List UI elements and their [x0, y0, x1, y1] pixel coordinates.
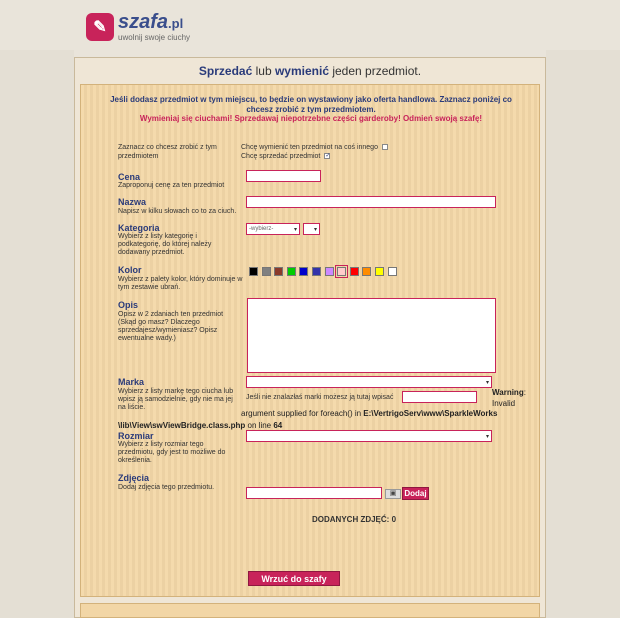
- sell-option-label: Chcę sprzedać przedmiot: [241, 153, 321, 160]
- color-swatch[interactable]: [388, 267, 397, 276]
- photos-label: Zdjęcia: [118, 473, 150, 483]
- photo-file-input[interactable]: [246, 487, 382, 499]
- color-swatch[interactable]: [375, 267, 384, 276]
- php-warning-invalid: Invalid: [492, 399, 516, 408]
- color-swatch[interactable]: [362, 267, 371, 276]
- name-hint: Napisz w kilku słowach co to za ciuch.: [118, 208, 237, 215]
- color-swatch[interactable]: [350, 267, 359, 276]
- chevron-down-icon: ▾: [293, 226, 297, 233]
- brand-missing-label: Jeśli nie znalazłaś marki możesz ją tutaj wpisać: [246, 394, 394, 401]
- hanger-icon: ✎: [86, 13, 114, 41]
- subcategory-select[interactable]: [303, 223, 320, 235]
- price-label: Cena: [118, 172, 141, 182]
- category-hint: Wybierz z listy kategorię i podkategorię, do której należy dodawany przedmiot.: [118, 233, 212, 256]
- add-photo-button[interactable]: Dodaj: [402, 487, 429, 500]
- description-textarea[interactable]: [247, 298, 496, 373]
- color-palette: [249, 267, 397, 276]
- color-swatch[interactable]: [287, 267, 296, 276]
- page-title: Sprzedać lub wymienić jeden przedmiot.: [198, 64, 422, 78]
- sell-checkbox[interactable]: ✓: [325, 153, 331, 160]
- submit-button[interactable]: Wrzuć do szafy: [248, 571, 340, 586]
- bottom-strip: [80, 603, 540, 618]
- site-logo[interactable]: [86, 12, 190, 42]
- chevron-down-icon: ▾: [313, 226, 317, 233]
- category-select-value: -wybierz-: [249, 226, 274, 232]
- exchange-option-label: Chcę wymienić ten przedmiot na coś innego: [241, 144, 378, 151]
- php-warning-title: Warning:: [492, 388, 526, 397]
- color-swatch[interactable]: [262, 267, 271, 276]
- action-label: Zaznacz co chcesz zrobić z tym przedmiotem: [118, 144, 217, 160]
- right-background: [546, 50, 620, 618]
- size-select[interactable]: [246, 430, 492, 442]
- intro-text: Jeśli dodasz przedmiot w tym miejscu, to będzie on wystawiony jako oferta handlowa. Zaznacz poniżej co chcesz zrobić z tym przedmiotem.: [110, 95, 512, 114]
- php-warning-line2: \lib\View\swViewBridge.class.php on line 64: [118, 421, 283, 430]
- price-input[interactable]: [246, 170, 321, 182]
- category-label: Kategoria: [118, 223, 160, 233]
- intro-slogan: Wymieniaj się ciuchami! Sprzedawaj niepotrzebne części garderoby! Odmień swoją szafę!: [139, 114, 483, 123]
- color-swatch[interactable]: [249, 267, 258, 276]
- photos-hint: Dodaj zdjęcia tego przedmiotu.: [118, 484, 215, 491]
- color-swatch[interactable]: [325, 267, 334, 276]
- price-hint: Zaproponuj cenę za ten przedmiot: [118, 182, 225, 189]
- color-swatch[interactable]: [337, 267, 346, 276]
- photo-count: DODANYCH ZDJĘĆ: 0: [312, 515, 397, 524]
- color-swatch[interactable]: [312, 267, 321, 276]
- size-hint: Wybierz z listy rozmiar tego przedmiotu, gdy jest to możliwe do określenia.: [118, 441, 226, 464]
- exchange-option[interactable]: [241, 143, 388, 152]
- logo-slogan: uwolnij swoje ciuchy: [118, 33, 191, 42]
- color-label: Kolor: [118, 265, 142, 275]
- sell-option[interactable]: [241, 152, 330, 161]
- brand-hint: Wybierz z listy markę tego ciucha lub wpisz ją samodzielnie, gdy nie ma jej na liście.: [118, 388, 234, 411]
- description-hint: Opisz w 2 zdaniach ten przedmiot (Skąd go masz? Dlaczego sprzedajesz/wymieniasz? Opisz ewentualne wady.): [118, 311, 224, 342]
- size-label: Rozmiar: [118, 431, 154, 441]
- chevron-down-icon: ▾: [485, 379, 489, 386]
- name-input[interactable]: [246, 196, 496, 208]
- brand-label: Marka: [118, 377, 145, 387]
- exchange-checkbox[interactable]: [382, 144, 388, 150]
- color-swatch[interactable]: [299, 267, 308, 276]
- logo-name: szafa: [118, 11, 169, 33]
- php-warning-line1: argument supplied for foreach() in E:\VertrigoServ\www\SparkleWorks: [241, 409, 498, 418]
- logo-tld: .pl: [168, 16, 184, 31]
- category-select[interactable]: [246, 223, 300, 235]
- camera-icon[interactable]: ▣: [385, 489, 401, 499]
- color-hint: Wybierz z palety kolor, który dominuje w tym zestawie ubrań.: [118, 276, 243, 291]
- brand-select[interactable]: [246, 376, 492, 388]
- chevron-down-icon: ▾: [485, 433, 489, 440]
- name-label: Nazwa: [118, 197, 147, 207]
- brand-custom-input[interactable]: [402, 391, 477, 403]
- color-swatch[interactable]: [274, 267, 283, 276]
- left-background: [0, 50, 74, 618]
- description-label: Opis: [118, 300, 139, 310]
